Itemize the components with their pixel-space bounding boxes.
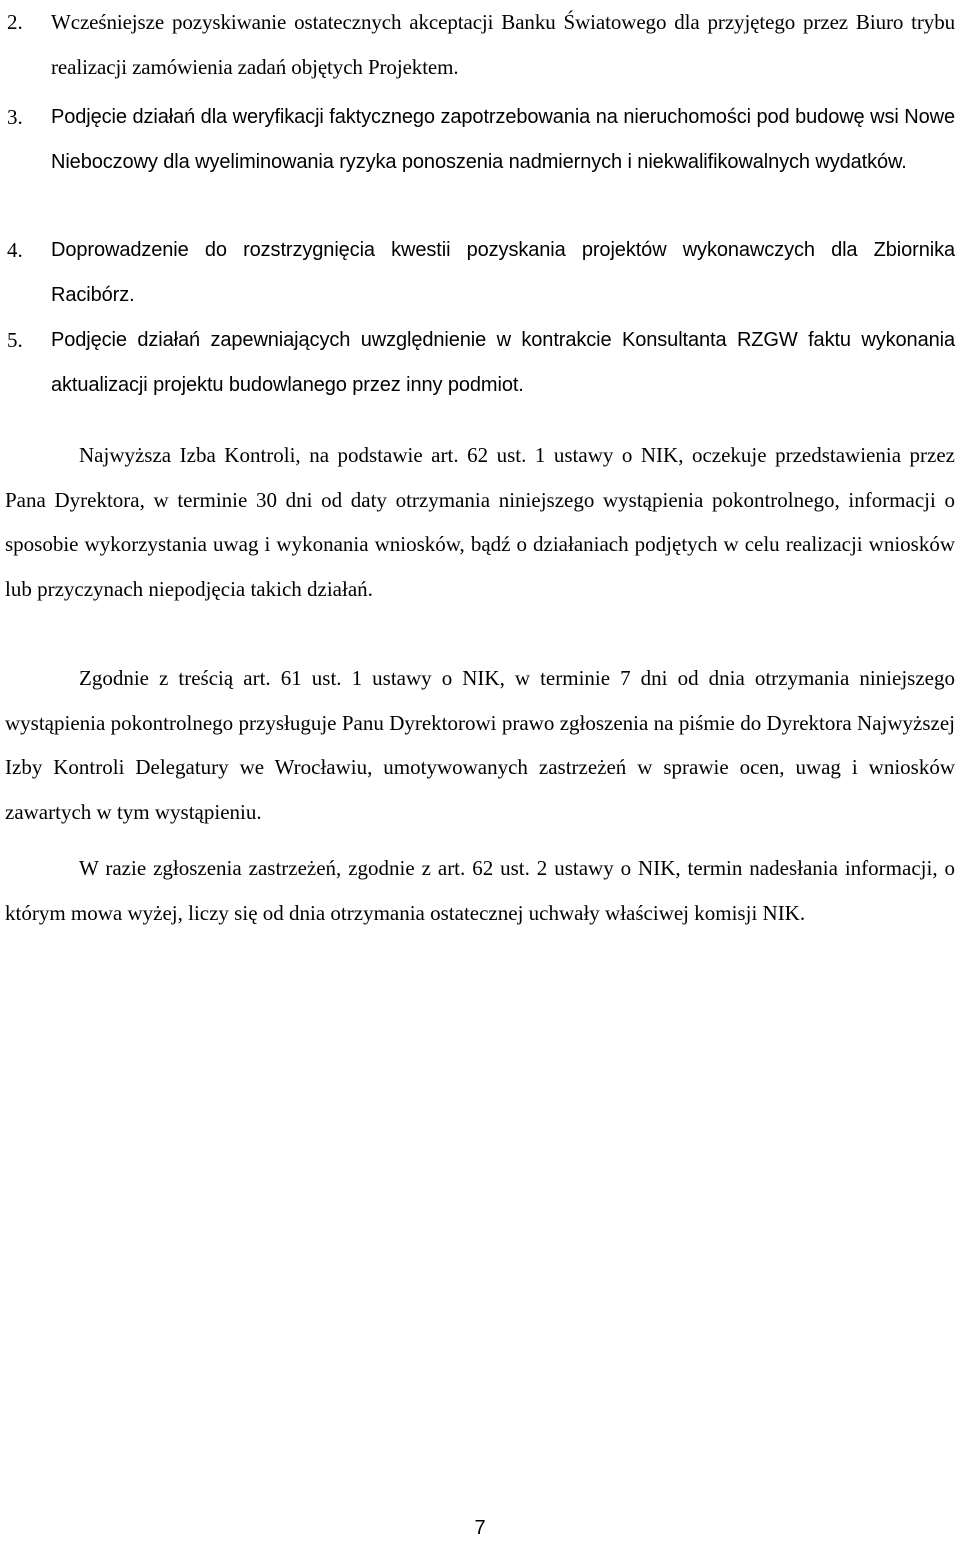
list-item <box>7 95 955 185</box>
list-item-text: Wcześniejsze pozyskiwanie ostatecznych akceptacji Banku Światowego dla przyjętego przez Biuro trybu realizacji zamówienia zadań objętych Projektem. <box>51 10 955 79</box>
list-item-number: 2. <box>7 10 23 34</box>
list-item-text: Podjęcie działań dla weryfikacji faktycznego zapotrzebowania na nieruchomości pod budowę wsi Nowe Nieboczowy dla wyeliminowania ryzyka ponoszenia nadmiernych i niekwalifikowalnych wydatków. <box>51 106 955 173</box>
page-number: 7 <box>474 1517 486 1539</box>
list-item-text: Doprowadzenie do rozstrzygnięcia kwestii pozyskania projektów wykonawczych dla Zbiornika Racibórz. <box>51 239 955 306</box>
paragraph: W razie zgłoszenia zastrzeżeń, zgodnie z art. 62 ust. 2 ustawy o NIK, termin nadesłania informacji, o którym mowa wyżej, liczy się od dnia otrzymania ostatecznej uchwały właściwej komisji NIK. <box>5 856 955 925</box>
list-item-number: 5. <box>7 328 23 352</box>
list-item <box>7 228 955 318</box>
list-item-number: 4. <box>7 238 23 262</box>
paragraph: Najwyższa Izba Kontroli, na podstawie art. 62 ust. 1 ustawy o NIK, oczekuje przedstawienia przez Pana Dyrektora, w terminie 30 dni od daty otrzymania niniejszego wystąpienia pokontrolnego, informacji o sposobie wykorzystania uwag i wykonania wniosków, bądź o działaniach podjętych w celu realizacji wniosków lub przyczynach niepodjęcia takich działań. <box>5 443 955 601</box>
list-item-number: 3. <box>7 105 23 129</box>
list-item <box>7 318 955 408</box>
list-item-text: Podjęcie działań zapewniających uwzględnienie w kontrakcie Konsultanta RZGW faktu wykonania aktualizacji projektu budowlanego przez inny podmiot. <box>51 329 955 396</box>
list-item <box>7 0 955 90</box>
paragraph: Zgodnie z treścią art. 61 ust. 1 ustawy o NIK, w terminie 7 dni od dnia otrzymania niniejszego wystąpienia pokontrolnego przysługuje Panu Dyrektorowi prawo zgłoszenia na piśmie do Dyrektora Najwyższej Izby Kontroli Delegatury we Wrocławiu, umotywowanych zastrzeżeń w sprawie ocen, uwag i wniosków zawartych w tym wystąpieniu. <box>5 666 955 824</box>
